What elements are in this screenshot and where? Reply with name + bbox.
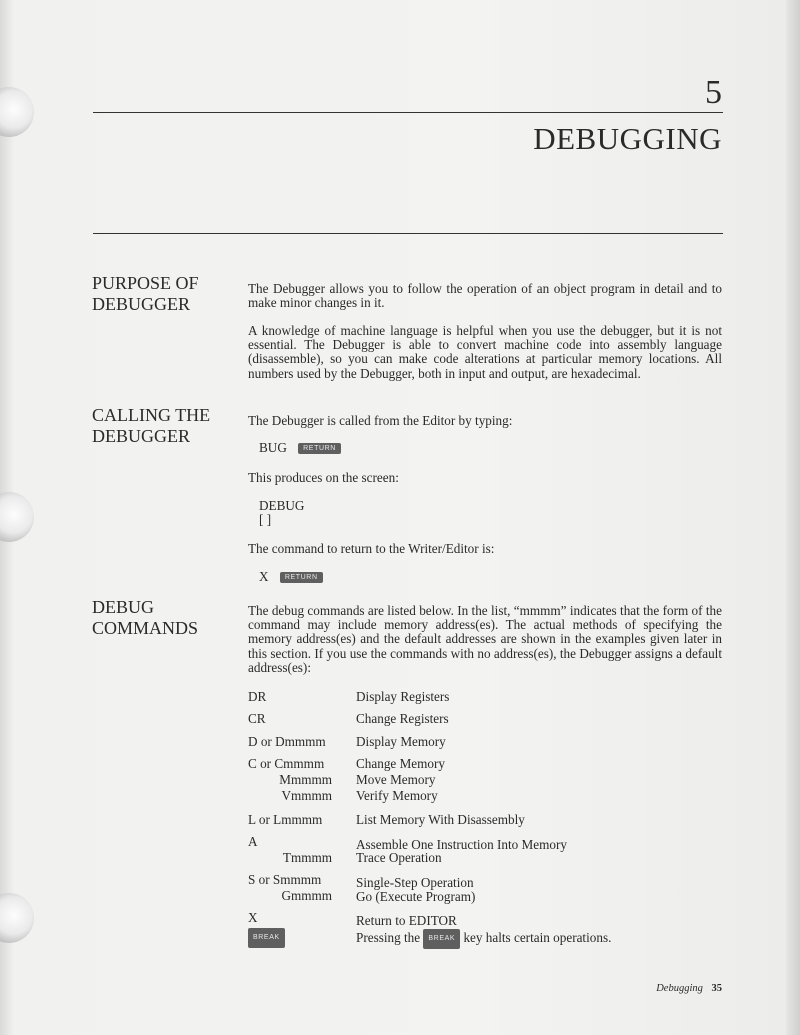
desc-l: List Memory With Disassembly	[356, 812, 525, 827]
heading-calling: CALLING THE DEBUGGER	[92, 405, 211, 446]
cmd-g: Gmmmm	[281, 888, 332, 903]
desc-break: Pressing the BREAK key halts certain operations.	[356, 929, 611, 949]
desc-s: Single-Step Operation	[356, 875, 474, 890]
chapter-number: 5	[705, 74, 722, 111]
page-number: 35	[711, 983, 722, 994]
purpose-paragraph-2: A knowledge of machine language is helpful when you use the debugger, but it is not essential. The Debugger is able to convert machine code into assembly language (disassemble), so you can make code alterations at particular memory locations. All numbers used by the Debugger, both in input and output, are hexadecimal.	[248, 323, 722, 381]
header-rule-top	[93, 112, 723, 113]
cmd-l: L or Lmmmm	[248, 812, 323, 827]
calling-intro: The Debugger is called from the Editor by typing:	[248, 413, 513, 428]
commands-intro: The debug commands are listed below. In the list, “mmmm” indicates that the form of the command may include memory address(es). The actual methods of specifying the memory address(es) and the default addresses are shown in the examples given later in this section. If you use the commands with no address(es), the Debugger assigns a default address(es):	[248, 603, 722, 675]
cmd-cr: CR	[248, 711, 266, 726]
cmd-break	[248, 928, 285, 948]
desc-a: Assemble One Instruction Into Memory	[356, 837, 567, 852]
return-key-icon: RETURN	[280, 572, 323, 583]
screen-output-line-1: DEBUG	[259, 498, 305, 513]
cmd-m: Mmmmm	[279, 772, 332, 787]
screen-output-line-2: [ ]	[259, 512, 272, 527]
return-text: The command to return to the Writer/Editor is:	[248, 541, 495, 556]
cmd-d: D or Dmmmm	[248, 734, 326, 749]
footer-title: Debugging	[656, 983, 703, 994]
chapter-title: DEBUGGING	[533, 121, 722, 156]
desc-g: Go (Execute Program)	[356, 889, 476, 904]
desc-t: Trace Operation	[356, 850, 442, 865]
desc-x: Return to EDITOR	[356, 913, 457, 928]
page-edge	[786, 0, 800, 1035]
produces-text: This produces on the screen:	[248, 470, 399, 485]
header-rule-bottom	[93, 233, 723, 234]
desc-d: Display Memory	[356, 734, 446, 749]
purpose-paragraph-1: The Debugger allows you to follow the operation of an object program in detail and to make minor changes in it.	[248, 281, 722, 311]
break-key-icon: BREAK	[248, 928, 285, 948]
heading-commands: DEBUG COMMANDS	[92, 597, 199, 638]
desc-cr: Change Registers	[356, 711, 449, 726]
bug-command: BUG RETURN	[259, 440, 341, 456]
cmd-c: C or Cmmmm	[248, 756, 325, 771]
desc-m: Move Memory	[356, 772, 436, 787]
cmd-v: Vmmmm	[281, 788, 332, 803]
cmd-a: A	[248, 834, 258, 849]
break-key-icon: BREAK	[423, 929, 460, 949]
heading-purpose: PURPOSE OF DEBUGGER	[92, 273, 199, 314]
x-command: X RETURN	[259, 569, 323, 585]
cmd-s: S or Smmmm	[248, 872, 322, 887]
page-footer	[656, 983, 722, 994]
desc-dr: Display Registers	[356, 689, 450, 704]
desc-v: Verify Memory	[356, 788, 438, 803]
cmd-dr: DR	[248, 689, 267, 704]
return-key-icon: RETURN	[298, 443, 341, 454]
cmd-t: Tmmmm	[282, 850, 332, 865]
cmd-x: X	[248, 910, 258, 925]
desc-c: Change Memory	[356, 756, 445, 771]
